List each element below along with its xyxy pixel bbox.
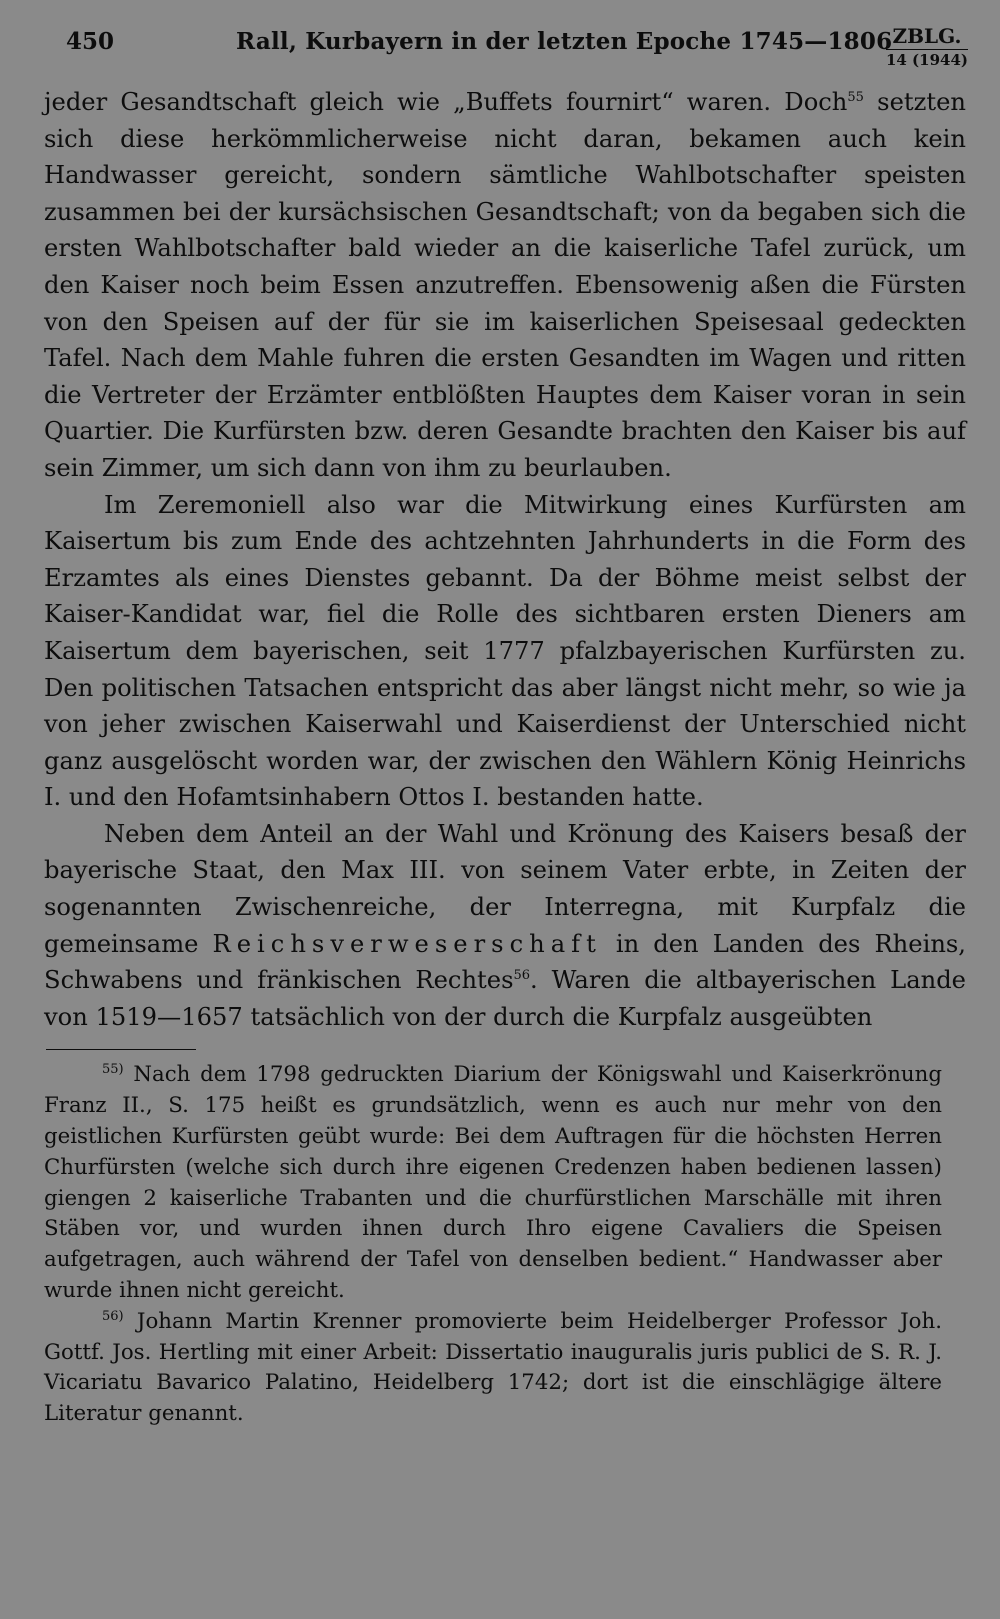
footnote-56-text: Johann Martin Krenner promovierte beim Heidelberger Professor Joh. Gottf. Jos. Hertling mit einer Arbeit: Dissertatio inauguralis juris publici de S. R. J. Vicariatu Bavarico Palatino, Heidelberg 1742; dort ist die einschlägige ältere Literatur genannt. bbox=[44, 1308, 942, 1427]
spaced-term: Reichsverweserschaft bbox=[212, 929, 602, 958]
footnote-56-marker: 56) bbox=[102, 1308, 124, 1324]
paragraph-1-continuation: setzten sich diese herkömmlicherweise nicht daran, bekamen auch kein Handwasser gereicht, sondern sämtliche Wahlbotschafter speisten zusammen bei der kursächsischen Gesandtschaft; von da begaben sich die ersten Wahlbotschafter bald wieder an die kaiserliche Tafel zurück, um den Kaiser noch beim Essen anzutreffen. Ebensowenig aßen die Fürsten von den Speisen auf der für sie im kaiserlichen Speisesaal gedeckten Tafel. Nach dem Mahle fuhren die ersten Gesandten im Wagen und ritten die Vertreter der Erzämter entblößten Hauptes dem Kaiser voran in sein Quartier. Die Kurfürsten bzw. deren Gesandte brachten den Kaiser bis auf sein Zimmer, um sich dann von ihm zu beurlauben. bbox=[44, 88, 966, 482]
footnote-ref-56: 56 bbox=[513, 968, 531, 984]
paragraph-1-text: jeder Gesandtschaft gleich wie „Buffets fournirt“ waren. Doch bbox=[44, 88, 848, 116]
paragraph-3-middle: in den Landen des Rheins, Schwabens und fränkischen Rechtes bbox=[44, 929, 966, 995]
footnotes bbox=[44, 1060, 972, 1430]
journal-abbreviation: ZBLG. bbox=[886, 24, 968, 50]
footnote-ref-55: 55 bbox=[847, 89, 864, 105]
paragraph-3-continuation: . Waren die altbayerischen Lande von 1519—1657 tatsächlich von der durch die Kurpfalz ausgeübten bbox=[44, 966, 966, 1031]
footnote-divider bbox=[46, 1049, 196, 1050]
running-title: Rall, Kurbayern in der letzten Epoche 1745—1806 bbox=[236, 28, 893, 55]
footnote-55-marker: 55) bbox=[102, 1062, 124, 1078]
journal-reference bbox=[886, 24, 968, 69]
footnote-55-text: Nach dem 1798 gedruckten Diarium der Königswahl und Kaiserkrönung Franz II., S. 175 heißt es grundsätzlich, wenn es auch nur mehr von den geistlichen Kurfürsten geübt wurde: Bei dem Auftragen für die höchsten Herren Churfürsten (welche sich durch ihre eigenen Credenzen haben bedienen lassen) giengen 2 kaiserliche Trabanten und die churfürstlichen Marschälle mit ihren Stäben vor, und wurden ihnen durch Ihro eigene Cavaliers die Speisen aufgetragen, auch während der Tafel von denselben bedient.“ Handwasser aber wurde ihnen nicht gereicht. bbox=[44, 1062, 942, 1304]
paragraph-3 bbox=[44, 816, 966, 1036]
paragraph-3-text: Neben dem Anteil an der Wahl und Krönung des Kaisers besaß der bayerische Staat, den Max III. von seinem Vater erbte, in Zeiten der sogenannten Zwischenreiche, der Interregna, mit Kurpfalz die gemeinsame bbox=[44, 819, 966, 958]
paragraph-1 bbox=[44, 84, 966, 487]
footnote-55 bbox=[44, 1060, 942, 1306]
body-text bbox=[44, 84, 972, 1035]
journal-volume: 14 (1944) bbox=[885, 51, 968, 69]
page-header bbox=[44, 22, 972, 84]
paragraph-2: Im Zeremoniell also war die Mitwirkung eines Kurfürsten am Kaisertum bis zum Ende des achtzehnten Jahrhunderts in die Form des Erzamtes als eines Dienstes gebannt. Da der Böhme meist selbst der Kaiser-Kandidat war, fiel die Rolle des sichtbaren ersten Dieners am Kaisertum dem bayerischen, seit 1777 pfalzbayerischen Kurfürsten zu. Den politischen Tatsachen entspricht das aber längst nicht mehr, so wie ja von jeher zwischen Kaiserwahl und Kaiserdienst der Unterschied nicht ganz ausgelöscht worden war, der zwischen den Wählern König Heinrichs I. und den Hofamtsinhabern Ottos I. bestanden hatte. bbox=[44, 490, 966, 812]
footnote-56 bbox=[44, 1307, 942, 1430]
page-number: 450 bbox=[66, 28, 115, 55]
